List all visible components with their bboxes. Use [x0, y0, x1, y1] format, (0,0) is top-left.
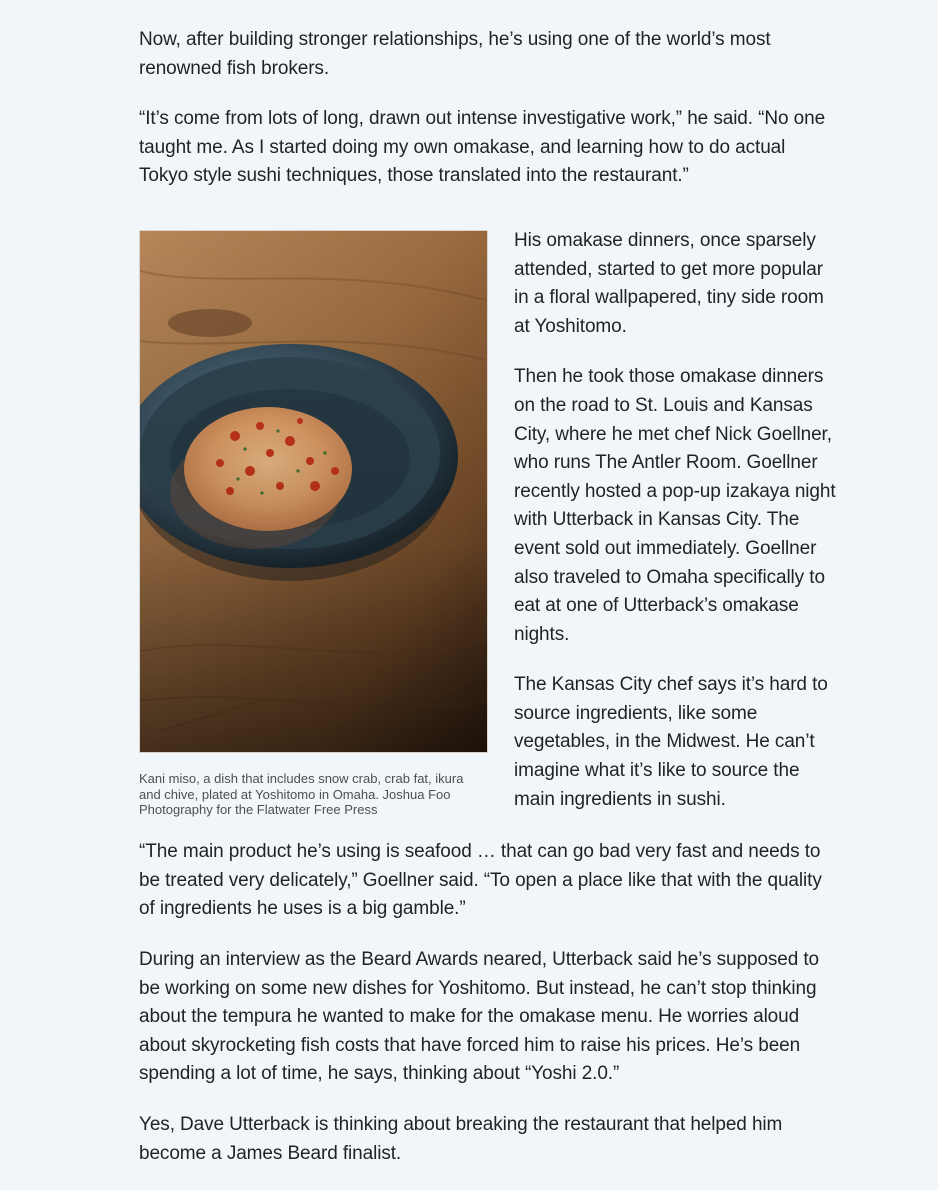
article-figure	[139, 230, 488, 836]
paragraph-quote-investigative-work: “It’s come from lots of long, drawn out intense investigative work,” he said. “No one taught me. As I started doing my own omakase, and learning how to do actual Tokyo style sushi techniques, those translated into the restaurant.”	[139, 108, 826, 187]
paragraph-road-trip: Then he took those omakase dinners on the road to St. Louis and Kansas City, where he met chef Nick Goellner, who runs The Antler Room. Goellner recently hosted a pop-up izakaya night with Utterback in Kansas City. The event sold out immediately. Goellner also traveled to Omaha specifically to eat at one of Utterback’s omakase nights.	[514, 366, 836, 645]
figure-row	[139, 227, 839, 836]
paragraph-sourcing: The Kansas City chef says it’s hard to source ingredients, like some vegetables, in the Midwest. He can’t imagine what it’s like to source the main ingredients in sushi.	[514, 674, 828, 810]
article-body	[139, 26, 839, 1190]
paragraph-conclusion: Yes, Dave Utterback is thinking about breaking the restaurant that helped him become a James Beard finalist.	[139, 1114, 783, 1164]
paragraph-omakase-dinners: His omakase dinners, once sparsely attended, started to get more popular in a floral wallpapered, tiny side room at Yoshitomo.	[514, 229, 824, 337]
paragraph-seafood-quote: “The main product he’s using is seafood … that can go bad very fast and needs to be treated very delicately,” Goellner said. “To open a place like that with the quality of ingredients he uses is a big gamble.”	[139, 841, 822, 920]
paragraph-beard-interview: During an interview as the Beard Awards neared, Utterback said he’s supposed to be working on some new dishes for Yoshitomo. But instead, he can’t stop thinking about the tempura he wanted to make for the omakase menu. He worries aloud about skyrocketing fish costs that have forced him to raise his prices. He’s been spending a lot of time, he says, thinking about “Yoshi 2.0.”	[139, 949, 820, 1085]
paragraph-brokers: Now, after building stronger relationships, he’s using one of the world’s most renowned fish brokers.	[139, 29, 771, 79]
photo-caption: Kani miso, a dish that includes snow crab, crab fat, ikura and chive, plated at Yoshitomo in Omaha. Joshua Foo Photography for the Flatwater Free Press	[139, 770, 464, 818]
side-column	[514, 227, 839, 836]
dish-photo[interactable]	[139, 230, 488, 753]
